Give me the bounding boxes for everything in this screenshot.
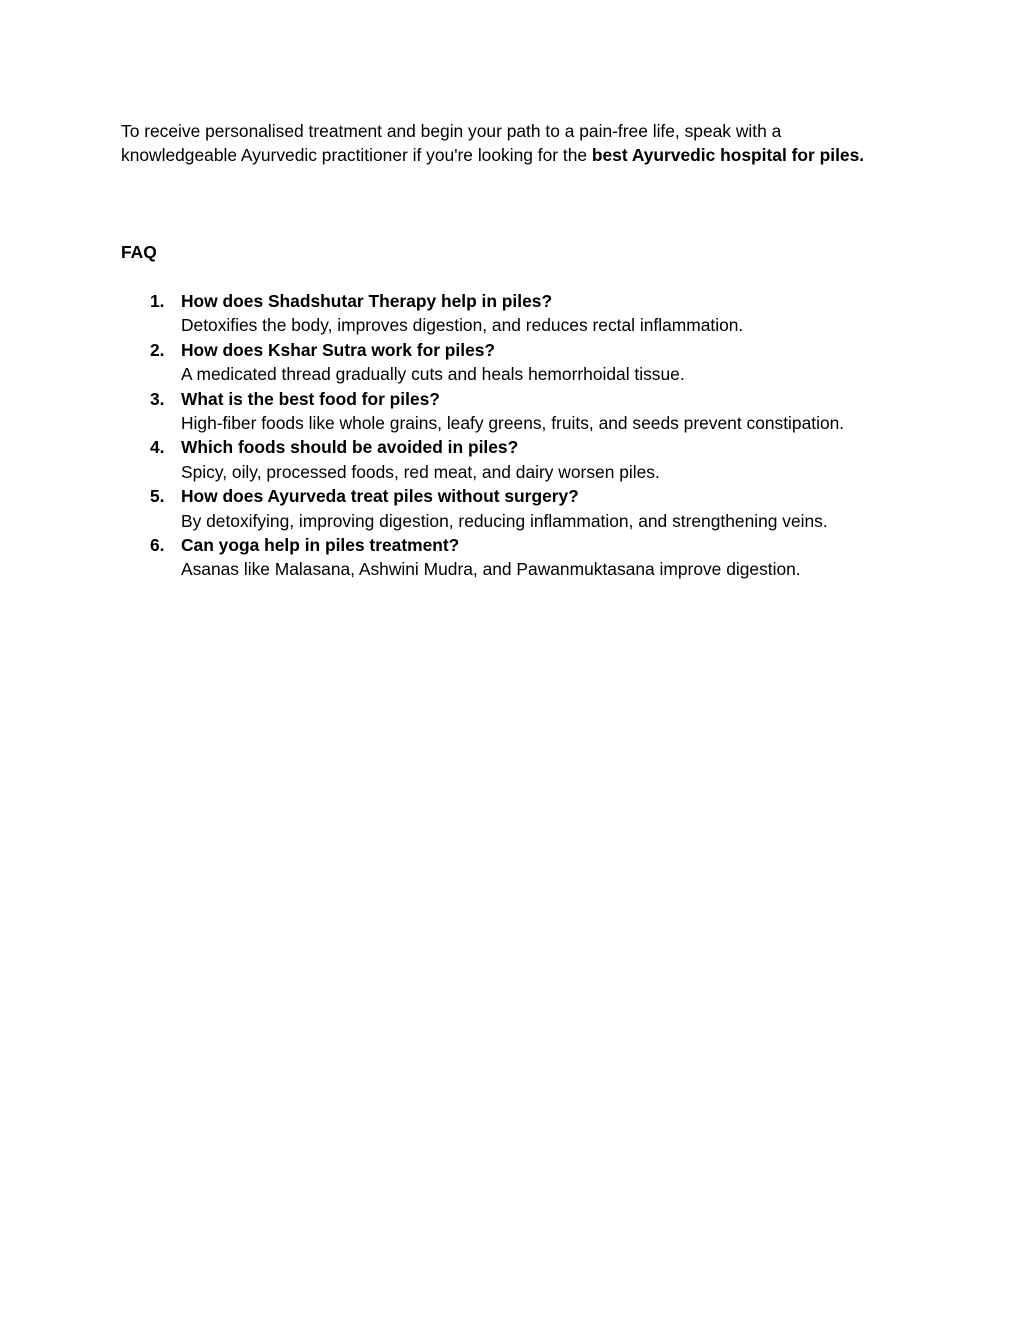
faq-answer: Asanas like Malasana, Ashwini Mudra, and Pawanmuktasana improve digestion. (181, 559, 801, 580)
faq-number: 5. (150, 486, 165, 507)
faq-item (121, 338, 911, 387)
faq-item (121, 289, 911, 338)
faq-number: 1. (150, 291, 165, 311)
faq-item (121, 484, 911, 533)
faq-number: 4. (150, 437, 165, 458)
faq-question: Which foods should be avoided in piles? (181, 437, 519, 458)
faq-answer: Spicy, oily, processed foods, red meat, and dairy worsen piles. (181, 461, 660, 482)
faq-question: How does Kshar Sutra work for piles? (181, 339, 496, 360)
faq-list (121, 289, 911, 582)
intro-bold-link-text: best Ayurvedic hospital for piles. (591, 145, 865, 166)
faq-question: How does Shadshutar Therapy help in piles? (181, 291, 553, 311)
faq-item (121, 387, 911, 436)
intro-paragraph (121, 119, 891, 168)
faq-answer: By detoxifying, improving digestion, reducing inflammation, and strengthening veins. (181, 510, 828, 531)
faq-item (121, 435, 911, 484)
faq-answer: High-fiber foods like whole grains, leafy greens, fruits, and seeds prevent constipation. (181, 413, 845, 434)
document-page (121, 119, 891, 580)
faq-question: Can yoga help in piles treatment? (181, 535, 460, 556)
faq-answer: A medicated thread gradually cuts and heals hemorrhoidal tissue. (181, 364, 685, 385)
faq-number: 6. (150, 535, 165, 556)
faq-item (121, 533, 911, 582)
faq-number: 2. (150, 339, 165, 360)
faq-answer: Detoxifies the body, improves digestion, and reduces rectal inflammation. (181, 315, 744, 336)
faq-number: 3. (150, 388, 165, 409)
intro-text: To receive personalised treatment and begin your path to a pain-free life, speak with a knowledgeable Ayurvedic practitioner if you're looking for the (121, 121, 782, 166)
faq-question: How does Ayurveda treat piles without surgery? (181, 486, 579, 507)
faq-heading: FAQ (121, 242, 157, 262)
faq-question: What is the best food for piles? (181, 388, 440, 409)
